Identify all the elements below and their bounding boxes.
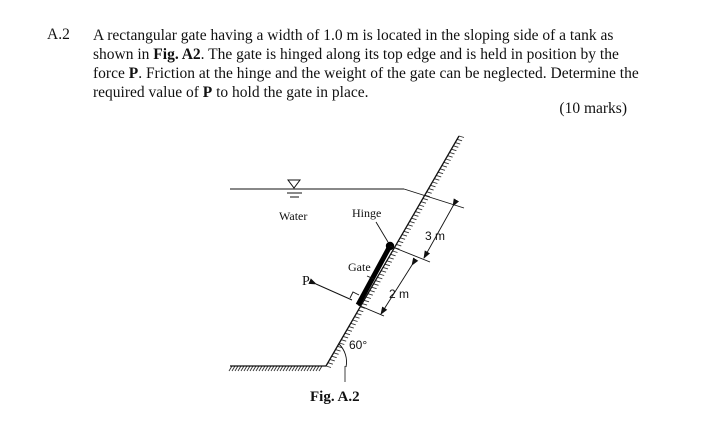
question-text-part-3: . The gate is hinged along its top edge and is held in position by the force [93, 46, 619, 82]
force-symbol-2: P [202, 84, 213, 101]
water-label: Water [279, 209, 308, 223]
force-symbol: P [128, 65, 139, 82]
right-angle-marker [350, 292, 359, 298]
gate-label: Gate [348, 260, 371, 274]
figure-caption: Fig. A.2 [310, 389, 360, 405]
hinge-label: Hinge [352, 206, 382, 220]
angle-label: 60° [349, 338, 368, 352]
wall-hatching [326, 136, 464, 368]
question-text-part-7: to hold the gate in place. [212, 84, 369, 101]
dim-3m-label: 3 m [425, 229, 446, 243]
sloped-wall [326, 136, 459, 366]
question-number: A.2 [47, 26, 70, 43]
force-label: P [302, 274, 310, 289]
force-arrow [316, 284, 352, 300]
dim-2m-label: 2 m [389, 287, 410, 301]
gate [358, 246, 390, 305]
question-text-part-1: A rectangular gate having a width of 1.0 m is located in the sloping side of a tank as shown in [93, 27, 614, 63]
question-text-part-5: . Friction at the hinge and the weight of the gate can be neglected. Determine the required value of [93, 65, 639, 101]
figure-reference: Fig. A2 [153, 46, 201, 63]
hinge-leader [376, 222, 388, 242]
ground-hatching [229, 366, 322, 371]
marks-label: (10 marks) [559, 100, 627, 117]
